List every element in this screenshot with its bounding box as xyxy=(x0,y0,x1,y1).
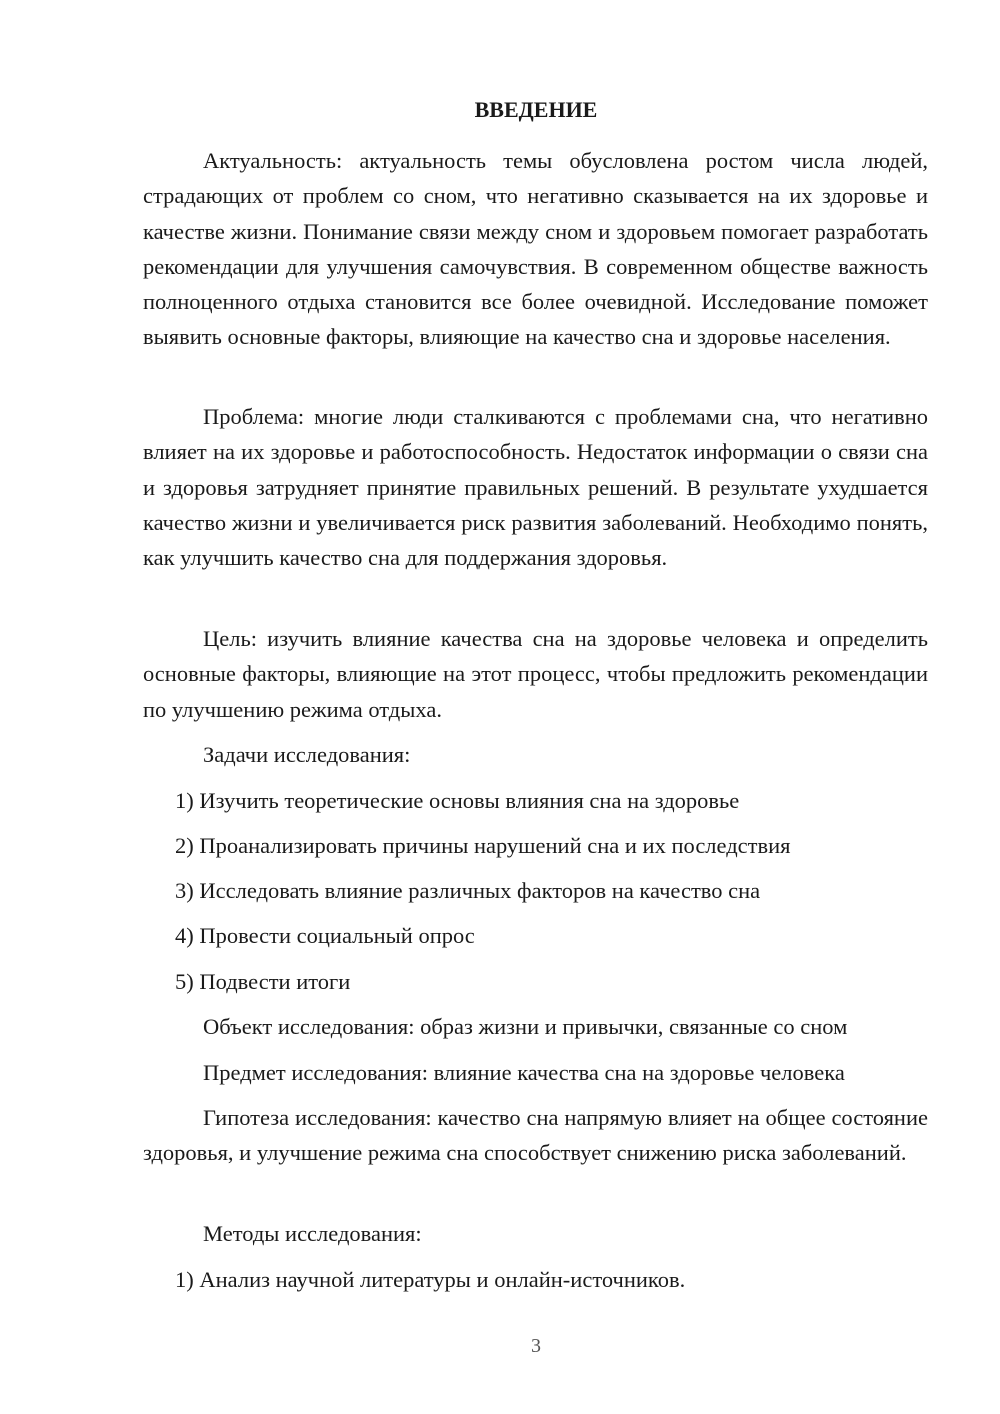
problem-paragraph: Проблема: многие люди сталкиваются с проблемами сна, что негативно влияет на их здоровье и работоспособность. Недостаток информации о связи сна и здоровья затрудняет принятие правильных решений. В результате ухудшается качество жизни и увеличивается риск развития заболеваний. Необходимо понять, как улучшить качество сна для поддержания здоровья. xyxy=(143,404,928,571)
tasks-heading: Задачи исследования: xyxy=(203,742,411,767)
task-item: 1) Изучить теоретические основы влияния сна на здоровье xyxy=(175,788,740,813)
research-object: Объект исследования: образ жизни и привычки, связанные со сном xyxy=(203,1014,848,1039)
methods-heading: Методы исследования: xyxy=(203,1221,422,1246)
research-subject: Предмет исследования: влияние качества сна на здоровье человека xyxy=(203,1060,845,1085)
section-title: ВВЕДЕНИЕ xyxy=(474,97,598,122)
goal-paragraph: Цель: изучить влияние качества сна на здоровье человека и определить основные факторы, влияющие на этот процесс, чтобы предложить рекомендации по улучшению режима отдыха. xyxy=(143,626,928,722)
page-number: 3 xyxy=(531,1335,541,1357)
method-item: 1) Анализ научной литературы и онлайн-источников. xyxy=(175,1267,686,1292)
hypothesis-paragraph: Гипотеза исследования: качество сна напрямую влияет на общее состояние здоровья, и улучшение режима сна способствует снижению риска заболеваний. xyxy=(143,1105,928,1166)
relevance-paragraph: Актуальность: актуальность темы обусловлена ростом числа людей, страдающих от проблем со сном, что негативно сказывается на их здоровье и качестве жизни. Понимание связи между сном и здоровьем помогает разработать рекомендации для улучшения самочувствия. В современном обществе важность полноценного отдыха становится все более очевидной. Исследование поможет выявить основные факторы, влияющие на качество сна и здоровье населения. xyxy=(143,148,928,350)
task-item: 5) Подвести итоги xyxy=(175,969,351,994)
task-item: 3) Исследовать влияние различных факторов на качество сна xyxy=(175,878,761,903)
task-item: 2) Проанализировать причины нарушений сна и их последствия xyxy=(175,833,791,858)
task-item: 4) Провести социальный опрос xyxy=(175,923,475,948)
